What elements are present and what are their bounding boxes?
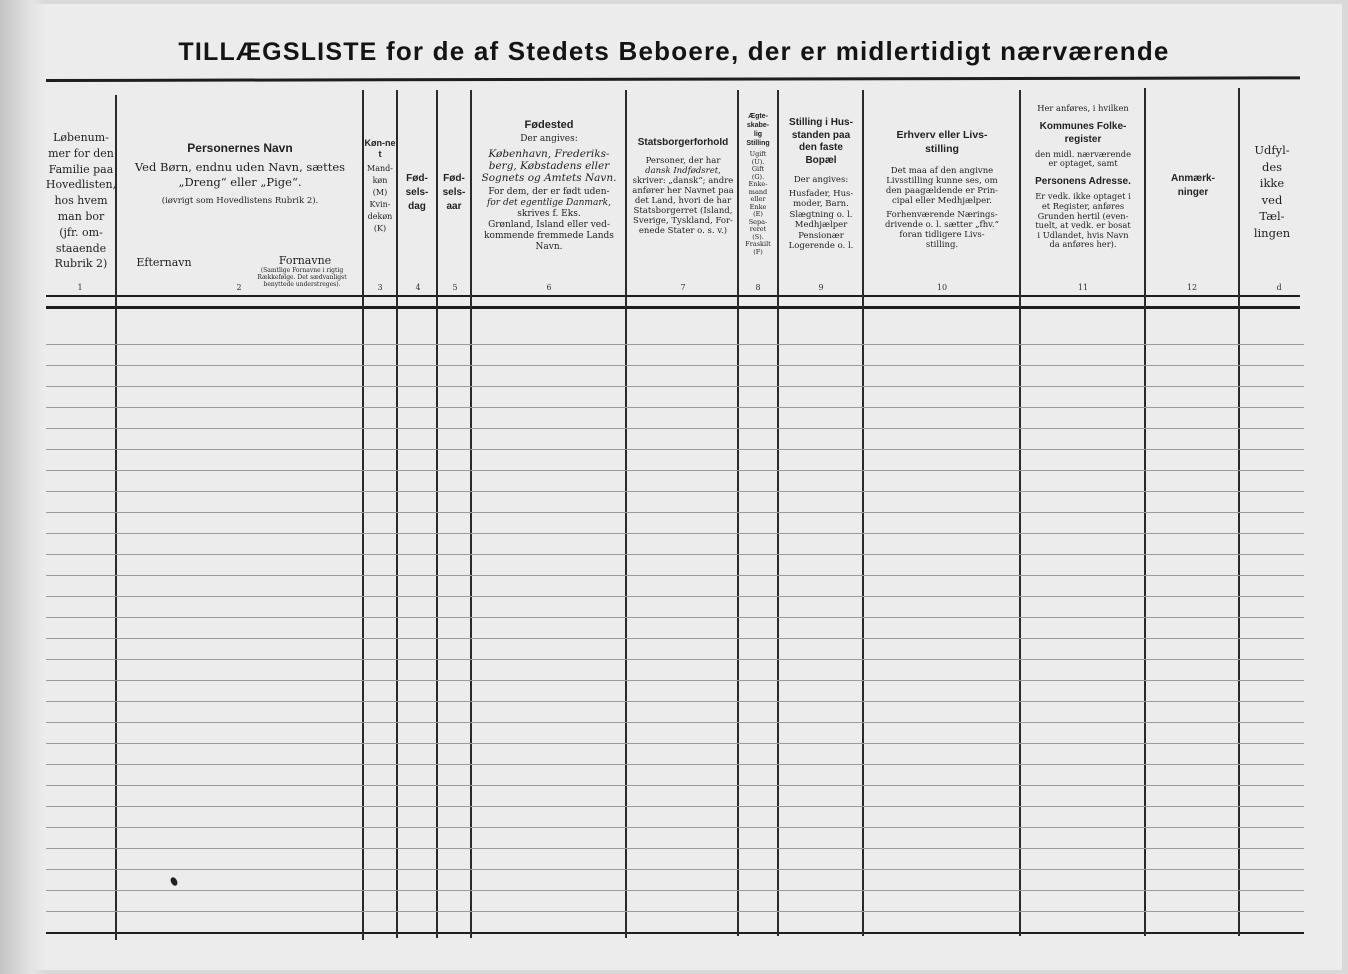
col-number-11: 11: [1077, 283, 1089, 292]
col-divider-3: [396, 90, 398, 938]
col-2-fornavne-note: (Samtlige Fornavne i rigtig Rækkefølge. Det sædvanligst benyttede understreges).: [257, 267, 347, 288]
form-title: [0, 36, 1348, 67]
col-2-header: Personernes Navn Ved Børn, endnu uden Navn, sættes „Dreng“ eller „Pige“. (iøvrigt som Hovedlistens Rubrik 2).: [120, 143, 360, 207]
col-2-heading: Personernes Navn: [187, 143, 293, 155]
col-divider-6: [625, 90, 627, 938]
col-divider-5: [470, 90, 472, 938]
col-number-1: 1: [77, 283, 83, 292]
col-8-header: Ægte-skabe-lig Stilling Ugift (U). Gift (G). Enke- mand eller Enke (E) Sepa- reret (S). Fraskilt (F): [745, 113, 771, 256]
col-4-header: Fød-sels-dag: [405, 173, 429, 212]
col-number-8: 8: [755, 283, 761, 292]
page-edge-shadow: [0, 0, 46, 974]
col-6-header: Fødested Der angives: København, Frederiks- berg, Købstadens eller Sognets og Amtets Navn. For dem, der er født uden- for det egentlige Danmark, skrives f. Eks. Grønland, Island eller ved- kommende fremmede Lands Navn.: [481, 120, 617, 252]
col-11-header: Her anføres, i hvilken Kommunes Folke-register den midl. nærværende er optaget, samt Personens Adresse. Er vedk. ikke optaget i et Register, anføres Grunden hertil (even- tuelt, at vedk. er bosat i Udlandet, hvis Navn da anføres her).: [1035, 104, 1131, 250]
col-divider-10: [1019, 90, 1021, 936]
col-number-5: 5: [452, 283, 458, 292]
bottom-rule: [46, 932, 1304, 934]
col-divider-4: [436, 90, 438, 938]
col-number-6: 6: [546, 283, 552, 292]
col-10-header: Erhverv eller Livs-stilling Det maa af den angivne Livsstilling kunne ses, om den paagældende er Prin- cipal eller Medhjælper. Forhenværende Nærings- drivende o. l. sætter „fhv.“ foran tidligere Livs- stilling.: [884, 129, 1000, 250]
col-3-header: Køn-net Mand- køn (M) Kvin- dekøn (K): [364, 138, 396, 233]
col-5-header: Fød-sels-aar: [442, 173, 466, 212]
col-2-fornavne: Fornavne: [278, 255, 332, 266]
col-number-10: 10: [936, 283, 948, 292]
col-9-header: Stilling i Hus-standen paa den faste Bopæl Der angives: Husfader, Hus- moder, Barn. Slægtning o. l. Medhjælper Pensionær Logerende o. l.: [788, 117, 854, 251]
col-7-header: Statsborgerforhold Personer, der har dansk Indfødsret, skriver: „dansk“; andre anfører her Navnet paa det Land, hvori de har Statsborgerret (Island, Sverige, Tyskland, For- enede Stater o. s. v.): [632, 138, 734, 236]
col-12-header: Anmærk-ninger: [1171, 173, 1215, 198]
title-rest: for de af Stedets Beboere, der er midlertidigt nærværende: [385, 36, 1170, 66]
col-number-3: 3: [377, 283, 383, 292]
col-1-header: Løbenum- mer for den Familie paa Hovedlisten, hos hvem man bor (jfr. om- staaende Rubrik 2): [45, 131, 117, 271]
header-bottom-rule-2: [46, 306, 1300, 309]
col-number-4: 4: [415, 283, 421, 292]
col-2-efternavn: Efternavn: [136, 257, 192, 268]
col-number-2: 2: [236, 283, 242, 292]
col-number-12: 12: [1186, 283, 1198, 292]
col-divider-8: [777, 90, 779, 936]
col-number-7: 7: [680, 283, 686, 292]
title-first-word: TILLÆGSLISTE: [178, 38, 378, 66]
col-number-d: d: [1276, 283, 1282, 292]
col-d-header: Udfyl- des ikke ved Tæl- lingen: [1253, 143, 1291, 240]
header-bottom-rule: [46, 295, 1300, 297]
col-divider-9: [862, 90, 864, 936]
col-number-9: 9: [818, 283, 824, 292]
